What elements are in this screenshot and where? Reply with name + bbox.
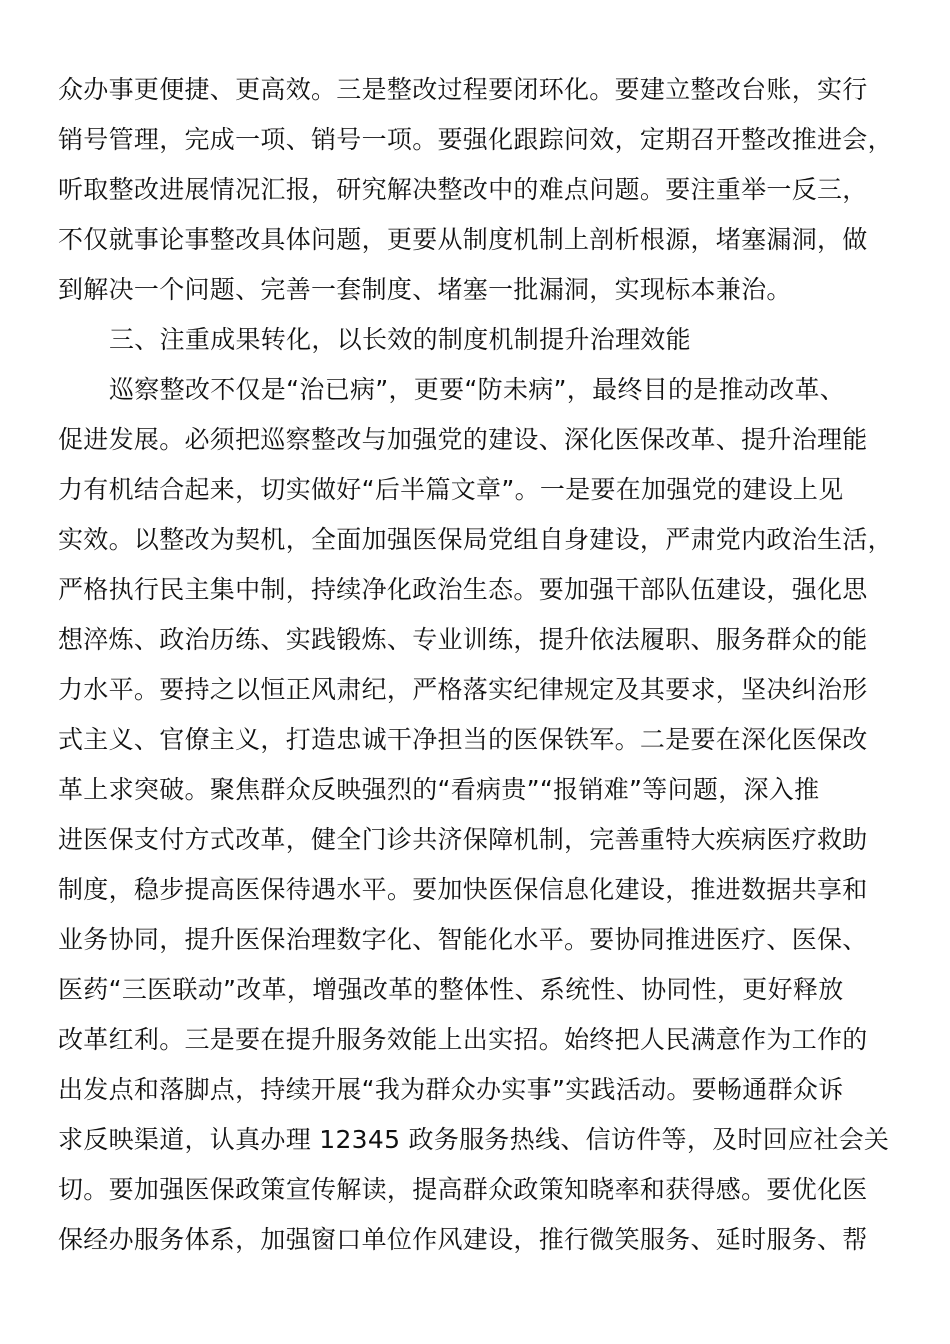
- paragraph-line: 众办事更便捷、更高效。三是整改过程要闭环化。要建立整改台账，实行: [58, 75, 868, 104]
- paragraph-line: 力水平。要持之以恒正风肃纪，严格落实纪律规定及其要求，坚决纠治形: [58, 675, 868, 704]
- paragraph-line: 业务协同，提升医保治理数字化、智能化水平。要协同推进医疗、医保、: [58, 925, 868, 954]
- paragraph-line: 求反映渠道，认真办理 12345 政务服务热线、信访件等，及时回应社会关: [58, 1125, 890, 1154]
- paragraph-line: 想淬炼、政治历练、实践锻炼、专业训练，提升依法履职、服务群众的能: [58, 625, 868, 654]
- paragraph-line: 销号管理，完成一项、销号一项。要强化跟踪问效，定期召开整改推进会，: [58, 125, 893, 154]
- paragraph-line: 严格执行民主集中制，持续净化政治生态。要加强干部队伍建设，强化思: [58, 575, 868, 604]
- paragraph-line: 保经办服务体系，加强窗口单位作风建设，推行微笑服务、延时服务、帮: [58, 1225, 868, 1254]
- paragraph-line: 制度，稳步提高医保待遇水平。要加快医保信息化建设，推进数据共享和: [58, 875, 868, 904]
- paragraph-line: 出发点和落脚点，持续开展“我为群众办实事”实践活动。要畅通群众诉: [58, 1075, 844, 1104]
- paragraph-line: 听取整改进展情况汇报，研究解决整改中的难点问题。要注重举一反三，: [58, 175, 868, 204]
- document-page: [58, 65, 898, 1265]
- paragraph-line: 力有机结合起来，切实做好“后半篇文章”。一是要在加强党的建设上见: [58, 475, 844, 504]
- section-heading: 三、注重成果转化，以长效的制度机制提升治理效能: [109, 325, 691, 354]
- paragraph-line: 巡察整改不仅是“治已病”，更要“防未病”，最终目的是推动改革、: [109, 375, 846, 404]
- paragraph-line: 式主义、官僚主义，打造忠诚干净担当的医保铁军。二是要在深化医保改: [58, 725, 868, 754]
- paragraph-line: 革上求突破。聚焦群众反映强烈的“看病贵”“报销难”等问题，深入推: [58, 775, 820, 804]
- paragraph-line: 促进发展。必须把巡察整改与加强党的建设、深化医保改革、提升治理能: [58, 425, 868, 454]
- paragraph-line: 实效。以整改为契机，全面加强医保局党组自身建设，严肃党内政治生活，: [58, 525, 893, 554]
- paragraph-line: 到解决一个问题、完善一套制度、堵塞一批漏洞，实现标本兼治。: [58, 275, 792, 304]
- paragraph-line: 不仅就事论事整改具体问题，更要从制度机制上剖析根源，堵塞漏洞，做: [58, 225, 868, 254]
- paragraph-line: 进医保支付方式改革，健全门诊共济保障机制，完善重特大疾病医疗救助: [58, 825, 868, 854]
- paragraph-line: 改革红利。三是要在提升服务效能上出实招。始终把人民满意作为工作的: [58, 1025, 868, 1054]
- paragraph-line: 切。要加强医保政策宣传解读，提高群众政策知晓率和获得感。要优化医: [58, 1175, 868, 1204]
- paragraph-line: 医药“三医联动”改革，增强改革的整体性、系统性、协同性，更好释放: [58, 975, 844, 1004]
